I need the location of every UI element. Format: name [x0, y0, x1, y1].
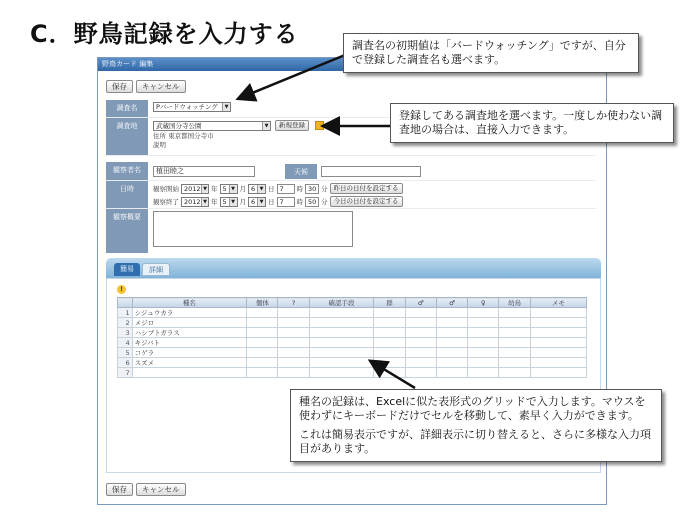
start-month-select[interactable]: 5 ▼ [220, 184, 238, 194]
grid-cell[interactable] [278, 348, 309, 358]
grid-cell[interactable] [436, 348, 467, 358]
column-header [118, 298, 133, 308]
table-row [118, 338, 587, 348]
grid-cell[interactable] [499, 338, 530, 348]
species-grid [117, 297, 587, 378]
grid-cell[interactable] [374, 368, 405, 378]
top-toolbar [106, 80, 186, 93]
grid-cell[interactable] [405, 348, 436, 358]
site-select[interactable] [153, 121, 271, 131]
grid-cell[interactable] [278, 368, 309, 378]
tab-bar [106, 258, 601, 278]
species-cell[interactable] [132, 368, 247, 378]
grid-cell[interactable] [374, 318, 405, 328]
new-site-button[interactable]: 新規登録 [275, 120, 309, 131]
chevron-down-icon: ▼ [222, 103, 230, 111]
grid-cell[interactable] [436, 308, 467, 318]
end-day-select[interactable]: 6 ▼ [248, 197, 266, 207]
table-row [118, 368, 587, 378]
set-prev-date-button[interactable]: 昨日の日付を設定する [330, 183, 403, 194]
callout-text: 種名の記録は、Excelに似た表形式のグリッドで入力します。マウスを使わずにキーボードだけでセルを移動して、素早く入力ができます。 [299, 395, 646, 422]
grid-cell[interactable] [405, 318, 436, 328]
chevron-down-icon: ▼ [262, 122, 270, 130]
grid-cell[interactable] [499, 358, 530, 368]
site-select-value: 武蔵国分寺公園 [156, 121, 202, 130]
survey-select[interactable] [153, 102, 231, 112]
summary-row [106, 209, 596, 253]
start-day-select[interactable]: 6 ▼ [248, 184, 266, 194]
grid-cell[interactable] [405, 308, 436, 318]
species-cell[interactable]: メジロ [132, 318, 247, 328]
grid-cell[interactable] [468, 318, 499, 328]
column-header[interactable]: ♂ [436, 298, 467, 308]
survey-label: 調査名 [106, 100, 148, 117]
bottom-toolbar [106, 483, 186, 496]
row-number: 6 [118, 358, 133, 368]
start-label: 観察開始 [153, 184, 179, 193]
grid-cell[interactable] [247, 318, 278, 328]
callout-text: 登録してある調査地を選べます。一度しか使わない調査地の場合は、直接入力できます。 [399, 109, 663, 136]
callout-text: これは簡易表示ですが、詳細表示に切り替えると、さらに多様な入力項目があります。 [299, 428, 651, 455]
grid-cell[interactable] [436, 358, 467, 368]
grid-cell[interactable] [309, 368, 374, 378]
grid-cell[interactable] [374, 338, 405, 348]
column-header[interactable]: 確認手段 [309, 298, 374, 308]
start-hour-input[interactable]: 7 [277, 184, 295, 194]
grid-cell[interactable] [530, 318, 586, 328]
observer-input[interactable]: 植田睦之 [153, 166, 255, 177]
grid-cell[interactable] [468, 348, 499, 358]
grid-cell[interactable] [468, 308, 499, 318]
tab-detail[interactable]: 詳細 [142, 263, 170, 276]
survey-select-value: Pバードウォッチング [156, 103, 218, 111]
column-header[interactable]: 群 [374, 298, 405, 308]
start-minute-input[interactable]: 30 [305, 184, 319, 194]
grid-cell[interactable] [468, 358, 499, 368]
grid-cell[interactable] [436, 368, 467, 378]
start-datetime: 観察開始 2012 ▼ 年 5 ▼ 月 6 ▼ 日 7 時 30 分 昨日の日付を設定する [153, 183, 403, 194]
end-year-select[interactable]: 2012 ▼ [181, 197, 209, 207]
grid-cell[interactable] [247, 308, 278, 318]
grid-cell[interactable] [530, 348, 586, 358]
species-cell[interactable]: シジュウカラ [132, 308, 247, 318]
column-header[interactable]: 個体 [247, 298, 278, 308]
species-cell[interactable]: キジバト [132, 338, 247, 348]
summary-textarea[interactable] [153, 211, 353, 247]
grid-cell[interactable] [247, 328, 278, 338]
grid-cell[interactable] [374, 348, 405, 358]
grid-cell[interactable] [374, 308, 405, 318]
callout-survey-site [390, 103, 674, 143]
grid-cell[interactable] [436, 338, 467, 348]
column-header[interactable]: 幼鳥 [499, 298, 530, 308]
species-cell[interactable]: コゲラ [132, 348, 247, 358]
grid-cell[interactable] [436, 318, 467, 328]
row-number: 2 [118, 318, 133, 328]
end-minute-input[interactable]: 50 [305, 197, 319, 207]
grid-cell[interactable] [309, 328, 374, 338]
table-row [118, 348, 587, 358]
row-number: 1 [118, 308, 133, 318]
site-label: 調査地 [106, 118, 148, 155]
weather-label: 天候 [285, 164, 317, 179]
column-header[interactable]: ♀ [468, 298, 499, 308]
grid-cell[interactable] [530, 338, 586, 348]
save-button[interactable]: 保存 [106, 80, 133, 93]
cancel-button[interactable]: キャンセル [136, 80, 186, 93]
grid-cell[interactable] [468, 338, 499, 348]
end-label: 観察終了 [153, 197, 179, 206]
window-titlebar: 野鳥カード 編集 [98, 58, 606, 71]
grid-cell[interactable] [278, 308, 309, 318]
grid-cell[interactable] [309, 308, 374, 318]
grid-cell[interactable] [309, 338, 374, 348]
observer-label: 観察者名 [106, 162, 148, 180]
grid-cell[interactable] [405, 338, 436, 348]
grid-cell[interactable] [247, 338, 278, 348]
row-number: 7 [118, 368, 133, 378]
address-value: 東京都国分寺市 [168, 132, 214, 140]
grid-cell[interactable] [499, 308, 530, 318]
table-row [118, 318, 587, 328]
table-row [118, 308, 587, 318]
grid-cell[interactable] [530, 368, 586, 378]
summary-label: 観察概要 [106, 209, 148, 253]
row-number: 4 [118, 338, 133, 348]
grid-cell[interactable] [499, 348, 530, 358]
grid-cell[interactable] [247, 358, 278, 368]
grid-cell[interactable] [499, 318, 530, 328]
grid-cell[interactable] [374, 328, 405, 338]
flag-icon [315, 121, 324, 130]
grid-cell[interactable] [247, 348, 278, 358]
datetime-label: 日時 [106, 181, 148, 208]
row-number: 3 [118, 328, 133, 338]
slide-title: C．野鳥記録を入力する [30, 20, 299, 48]
column-header[interactable]: 種名 [132, 298, 247, 308]
address-label: 住所 [153, 132, 166, 140]
grid-cell[interactable] [309, 348, 374, 358]
callout-grid [290, 389, 662, 462]
grid-cell[interactable] [436, 328, 467, 338]
column-header[interactable]: ♂ [405, 298, 436, 308]
grid-cell[interactable] [499, 328, 530, 338]
grid-cell[interactable] [247, 368, 278, 378]
grid-cell[interactable] [278, 318, 309, 328]
grid-cell[interactable] [530, 328, 586, 338]
end-month-select[interactable]: 5 ▼ [220, 197, 238, 207]
end-hour-input[interactable]: 7 [277, 197, 295, 207]
grid-cell[interactable] [278, 338, 309, 348]
grid-cell[interactable] [278, 328, 309, 338]
datetime-row [106, 181, 596, 209]
table-row [118, 358, 587, 368]
grid-cell[interactable] [468, 368, 499, 378]
set-today-button[interactable]: 今日の日付を設定する [330, 196, 403, 207]
start-year-select[interactable]: 2012 ▼ [181, 184, 209, 194]
column-header[interactable]: メモ [530, 298, 586, 308]
grid-cell[interactable] [405, 358, 436, 368]
callout-text: 調査名の初期値は「バードウォッチング」ですが、自分で登録した調査名も選べます。 [352, 39, 626, 66]
cancel-button[interactable]: キャンセル [136, 483, 186, 496]
grid-cell[interactable] [468, 328, 499, 338]
grid-cell[interactable] [309, 358, 374, 368]
description-label: 説明 [153, 141, 166, 149]
table-row [118, 328, 587, 338]
species-cell[interactable]: ハシブトガラス [132, 328, 247, 338]
grid-header-row [118, 298, 587, 308]
column-header[interactable]: ? [278, 298, 309, 308]
grid-cell[interactable] [530, 358, 586, 368]
species-cell[interactable]: スズメ [132, 358, 247, 368]
warning-icon: ! [117, 285, 126, 294]
save-button[interactable]: 保存 [106, 483, 133, 496]
grid-cell[interactable] [278, 358, 309, 368]
grid-cell[interactable] [405, 368, 436, 378]
grid-cell[interactable] [374, 358, 405, 368]
row-number: 5 [118, 348, 133, 358]
weather-input[interactable] [321, 166, 421, 177]
grid-cell[interactable] [309, 318, 374, 328]
grid-cell[interactable] [499, 368, 530, 378]
callout-survey-name [343, 33, 639, 73]
observer-row [106, 162, 596, 181]
tab-simple[interactable]: 簡易 [114, 263, 140, 276]
grid-cell[interactable] [405, 328, 436, 338]
end-datetime: 観察終了 2012 ▼ 年 5 ▼ 月 6 ▼ 日 7 時 50 分 今日の日付を設定する [153, 196, 403, 207]
grid-cell[interactable] [530, 308, 586, 318]
